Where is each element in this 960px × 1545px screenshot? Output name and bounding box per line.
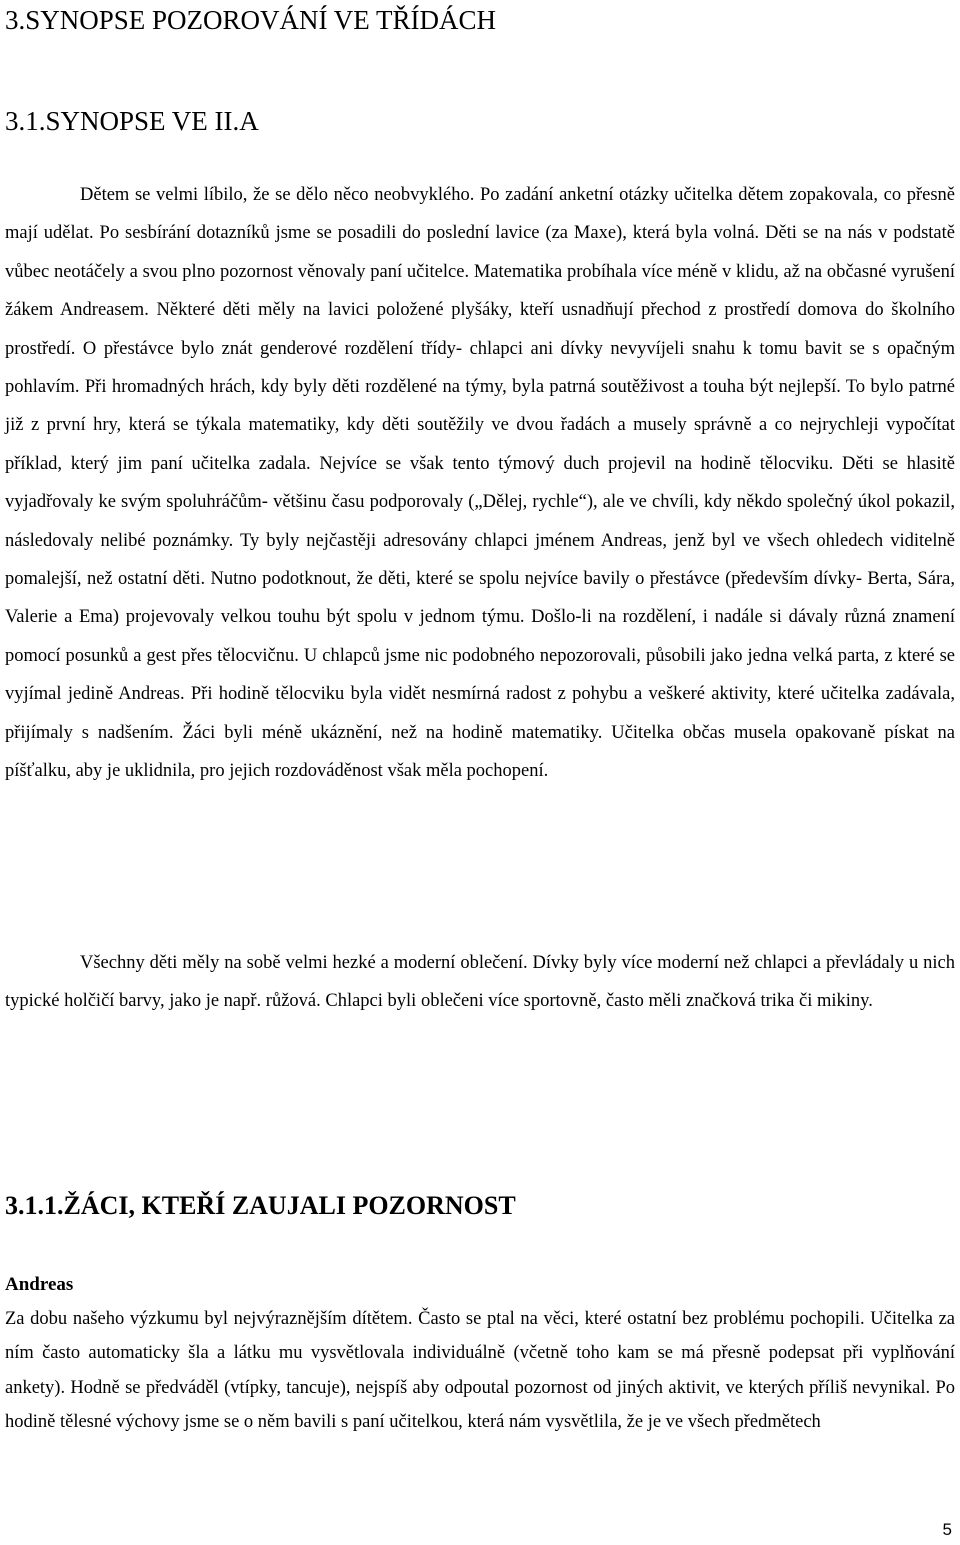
page-number: 5 [942, 1520, 952, 1539]
main-heading: 3.SYNOPSE POZOROVÁNÍ VE TŘÍDÁCH [5, 5, 497, 35]
paragraph-observation: Dětem se velmi líbilo, že se dělo něco neobvyklého. Po zadání anketní otázky učitelka dětem zopakovala, co přesně mají udělat. Po sesbírání dotazníků jsme se posadili do poslední lavice (za Maxe), která byla volná. Děti se na nás v podstatě vůbec neotáčely a svou plno pozornost věnovaly paní učitelce. Matematika probíhala více méně v klidu, až na občasné vyrušení žákem Andreasem. Některé děti měly na lavici položené plyšáky, kteří usnadňují přechod z prostředí domova do školního prostředí. O přestávce bylo znát genderové rozdělení třídy- chlapci ani dívky nevyvíjeli snahu k tomu bavit se s opačným pohlavím. Při hromadných hrách, kdy byly děti rozdělené na týmy, byla patrná soutěživost a touha být nejlepší. To bylo patrné již z první hry, která se týkala matematiky, kdy děti soutěžily ve dvou řadách a musely správně a co nejrychleji vypočítat příklad, který jim paní učitelka zadala. Nejvíce se však tento týmový duch projevil na hodině tělocviku. Děti se hlasitě vyjadřovaly ke svým spoluhráčům- většinu času podporovaly („Dělej, rychle“), ale ve chvíli, kdy někdo společný úkol pokazil, následovaly nelibé poznámky. Ty byly nejčastěji adresovány chlapci jménem Andreas, jenž byl ve všech ohledech viditelně pomalejší, než ostatní děti. Nutno podotknout, že děti, které se spolu nejvíce bavily o přestávce (především dívky- Berta, Sára, Valerie a Ema) projevovaly velkou touhu být spolu v jednom týmu. Došlo-li na rozdělení, i nadále si dávaly různá znamení pomocí posunků a gest přes tělocvičnu. U chlapců jsme nic podobného nepozorovali, působili jako jedna velká parta, z které se vyjímal jedině Andreas. Při hodině tělocviku byla vidět nesmírná radost z pohybu a veškeré aktivity, které učitelka zadávala, přijímaly s nadšením. Žáci byli méně ukáznění, než na hodině matematiky. Učitelka občas musela opakovaně pískat na píšťalku, aby je uklidnila, pro jejich rozdováděnost však měla pochopení. [5, 185, 955, 782]
pupil-name-heading: Andreas [5, 1274, 74, 1295]
subsection-heading: 3.1.1.ŽÁCI, KTEŘÍ ZAUJALI POZORNOST [5, 1191, 516, 1220]
paragraph-andreas: Za dobu našeho výzkumu byl nejvýraznějším dítětem. Často se ptal na věci, které ostatní bez problému pochopili. Učitelka za ním často automaticky šla a látku mu vysvětlovala individuálně (včetně toho kam se má přesně podepsat při vyplňování ankety). Hodně se předváděl (vtípky, tancuje), nejspíš aby odpoutal pozornost od jiných aktivit, ve kterých příliš nevynikal. Po hodině tělesné výchovy jsme se o něm bavili s paní učitelkou, která nám vysvětlila, že je ve všech předmětech [5, 1309, 955, 1433]
section-heading: 3.1.SYNOPSE VE II.A [5, 106, 259, 136]
paragraph-clothing: Všechny děti měly na sobě velmi hezké a moderní oblečení. Dívky byly více moderní než chlapci a převládaly u nich typické holčičí barvy, jako je např. růžová. Chlapci byli oblečeni více sportovně, často měli značková trika či mikiny. [5, 953, 955, 1012]
